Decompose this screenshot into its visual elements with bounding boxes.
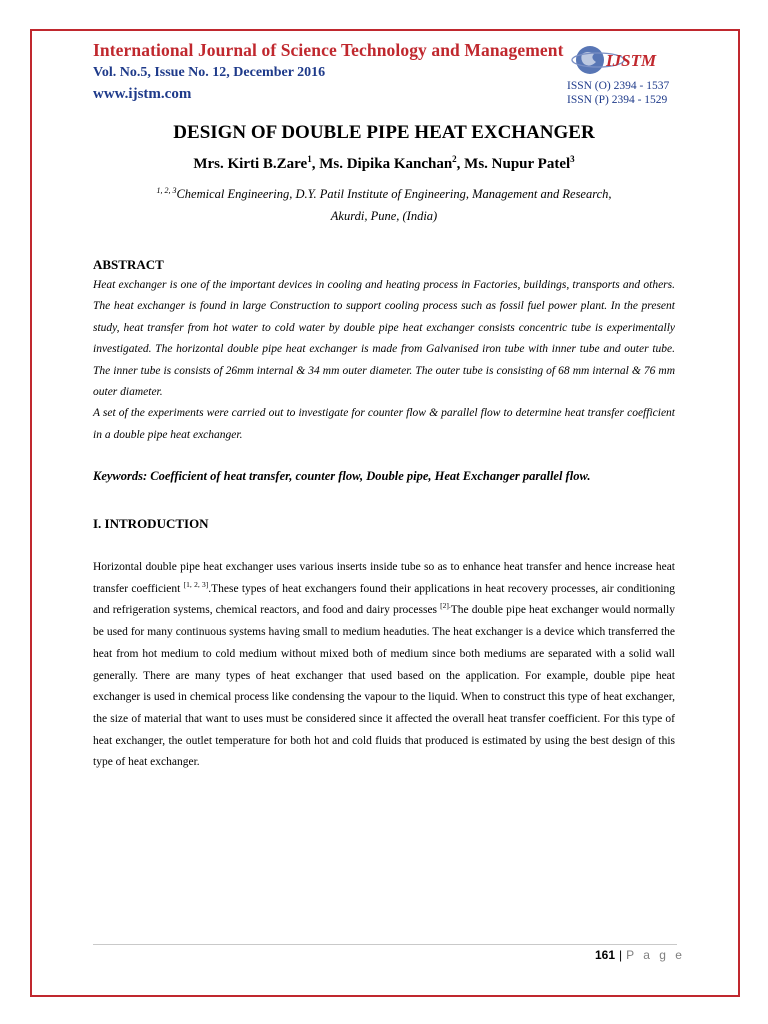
author-affiliation-marker: 1 [307,154,312,164]
page-border [30,29,740,997]
paper-title: DESIGN OF DOUBLE PIPE HEAT EXCHANGER [173,122,595,143]
author-affiliation-marker: 3 [570,154,575,164]
author-separator: , [311,156,320,172]
affiliation-marker: 1, 2, 3 [156,185,177,195]
author-name: Ms. Nupur Patel [464,156,571,172]
author-affiliation-marker: 2 [452,154,457,164]
page-label: P a g e [626,948,685,962]
intro-text: .These types of heat exchangers found their applications in heat recovery processes, air conditioning and refrigeration systems, chemical reactors, and food and dairy processes [93,582,676,617]
journal-title: International Journal of Science Technology and Management [93,40,564,60]
author-list [0,156,768,173]
abstract-heading: ABSTRACT [93,257,164,272]
globe-logo-icon [568,38,678,82]
author-name: Mrs. Kirti B.Zare [193,156,308,172]
intro-text: Horizontal double pipe heat exchanger uses various inserts inside tube so as to enhance heat transfer and hence increase heat transfer coefficient [93,561,675,595]
issn-print: ISSN (P) 2394 - 1529 [567,94,668,106]
journal-url-link[interactable]: www.ijstm.com [93,86,192,102]
affiliation-line-2: Akurdi, Pune, (India) [330,209,438,223]
issn-online: ISSN (O) 2394 - 1537 [567,80,670,92]
citation-marker[interactable]: [1, 2, 3] [183,579,209,589]
abstract-paragraph: Heat exchanger is one of the important devices in cooling and heating process in Factories, buildings, transports and others. The heat exchanger is found in large Construction to support cooling process such as fossil fuel power plant. In the present study, heat transfer from hot water to cold water by double pipe heat exchanger consists concentric tube is experimentally investigated. The horizontal double pipe heat exchanger is made from Galvanised iron tube with inner tube and outer tube. The inner tube is consists of 26mm internal & 34 mm outer diameter. The outer tube is consisting of 68 mm internal & 76 mm outer diameter. [93,279,675,399]
journal-logo [568,38,678,82]
abstract-body [93,275,675,446]
introduction-heading: I. INTRODUCTION [93,516,209,531]
citation-marker[interactable]: [2]. [440,601,451,611]
intro-text: The double pipe heat exchanger would normally be used for many continuous systems having small to medium headuties. The heat exchanger is a device which transferred the heat from hot medium to cold medium without mixed both of medium since both mediums are separated with a solid wall generally. There are many types of heat exchanger that used based on the application. For example, double pipe heat exchanger is used in chemical process like condensing the vapour to the liquid. When to construct this type of heat exchanger, the size of material that want to uses must be considered since it affected the overall heat transfer coefficient. For this type of heat exchanger, the outlet temperature for both hot and cold fluids that produced is estimated by using the best design of this type of heat exchanger. [93,604,675,769]
logo-text: IJSTM [606,51,657,70]
page-footer [595,948,685,962]
journal-volume: Vol. No.5, Issue No. 12, December 2016 [93,65,326,80]
author-separator: , [456,156,465,172]
author-name: Ms. Dipika Kanchan [319,156,453,172]
page-number: 161 [595,948,616,962]
footer-separator: | [619,948,623,962]
abstract-paragraph: A set of the experiments were carried out to investigate for counter flow & parallel flow to determine heat transfer coefficient in a double pipe heat exchanger. [93,407,675,441]
introduction-body [93,557,675,774]
footer-divider [93,944,677,945]
affiliation-text: Chemical Engineering, D.Y. Patil Institute of Engineering, Management and Research, [176,187,612,201]
keywords: Keywords: Coefficient of heat transfer, counter flow, Double pipe, Heat Exchanger parallel flow. [93,469,591,483]
affiliation-line-1 [0,187,768,202]
